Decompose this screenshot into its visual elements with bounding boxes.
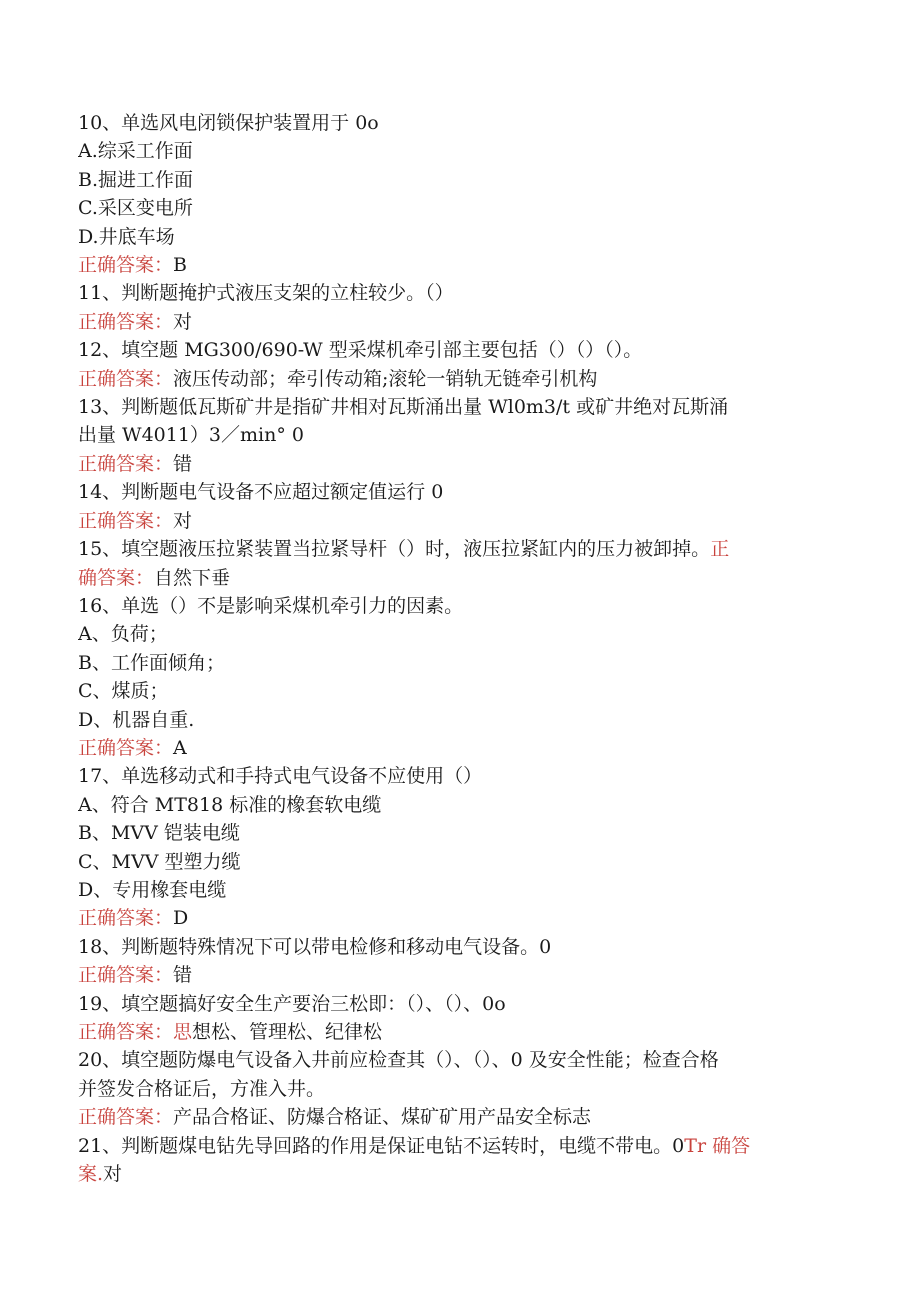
question-line: 13、判断题低瓦斯矿井是指矿井相对瓦斯涌出量 Wl0m3/t 或矿井绝对瓦斯涌 (78, 396, 729, 419)
answer-label: 正确答案： (78, 964, 174, 987)
answer-value: D (173, 907, 189, 930)
answer-label: 案. (78, 1163, 104, 1186)
question-line: A、负荷； (78, 623, 168, 646)
answer-value: 错 (173, 452, 193, 475)
question-line: 11、判断题掩护式液压支架的立柱较少。（） (78, 282, 454, 305)
answer-value: 自然下垂 (154, 566, 231, 589)
answer-label: 正确答案： (78, 1106, 174, 1129)
question-line (78, 1132, 834, 1160)
question-line: 14、判断题电气设备不应超过额定值运行 0 (78, 481, 444, 504)
question-text: 21、判断题煤电钻先导回路的作用是保证电钻不运转时，电缆不带电。0 (78, 1134, 685, 1157)
answer-label: 正确答案：思 (78, 1021, 193, 1043)
question-line: 18、判断题特殊情况下可以带电检修和移动电气设备。0 (78, 935, 552, 958)
answer-line (78, 1018, 834, 1046)
answer-value: 产品合格证、防爆合格证、煤矿矿用产品安全标志 (173, 1106, 592, 1129)
question-line: B、MVV 铠装电缆 (78, 822, 240, 845)
answer-value: B (173, 254, 187, 277)
question-line: B、工作面倾角； (78, 651, 225, 674)
answer-value: 对 (173, 310, 193, 333)
answer-label: 正确答案： (78, 367, 174, 390)
answer-line (78, 734, 834, 762)
question-line: A、符合 MT818 标准的橡套软电缆 (78, 793, 382, 816)
question-line (78, 535, 834, 563)
answer-line (78, 365, 834, 393)
answer-label-fragment: 正 (710, 538, 730, 561)
answer-value: 液压传动部；牵引传动箱;滚轮一销轨无链牵引机构 (173, 367, 598, 390)
answer-line (78, 308, 834, 336)
question-line: A.综采工作面 (78, 140, 193, 163)
answer-line (78, 564, 834, 592)
question-line: 并签发合格证后，方准入井。 (78, 1077, 326, 1100)
question-line: D.井底车场 (78, 225, 175, 248)
question-line: 17、单选移动式和手持式电气设备不应使用（） (78, 765, 483, 788)
answer-value: 对 (103, 1163, 123, 1186)
question-line: 20、填空题防爆电气设备入井前应检查其（）、（）、0 及安全性能；检查合格 (78, 1049, 719, 1072)
answer-line (78, 507, 834, 535)
answer-line (78, 1160, 834, 1188)
answer-line (78, 961, 834, 989)
question-line: D、专用橡套电缆 (78, 878, 227, 901)
question-line: D、机器自重. (78, 708, 195, 731)
question-line: 10、单选风电闭锁保护装置用于 0o (78, 112, 379, 134)
question-line: 16、单选（）不是影响采煤机牵引力的因素。 (78, 594, 464, 617)
question-line: C、MVV 型塑力缆 (78, 850, 241, 873)
answer-value: 对 (173, 509, 193, 532)
question-line: 出量 W4011）3／min° 0 (78, 424, 304, 447)
question-line: 12、填空题 MG300/690-W 型采煤机牵引部主要包括（）（）（）。 (78, 339, 643, 362)
answer-label: 正确答案： (78, 907, 174, 930)
answer-label: 正确答案： (78, 509, 174, 532)
answer-value: 错 (173, 964, 193, 987)
answer-label: 确答案： (78, 566, 155, 589)
question-text: 15、填空题液压拉紧装置当拉紧导杆（）时，液压拉紧缸内的压力被卸掉。 (78, 538, 711, 561)
answer-line (78, 251, 834, 279)
question-line: C.采区变电所 (78, 197, 193, 220)
question-line: C、煤质； (78, 680, 169, 703)
answer-label: 正确答案： (78, 310, 174, 333)
answer-line (78, 450, 834, 478)
answer-value: A (173, 736, 187, 759)
answer-line (78, 904, 834, 932)
answer-label: 正确答案： (78, 452, 174, 475)
answer-value: 想松、管理松、纪律松 (192, 1021, 383, 1043)
question-line: 19、填空题搞好安全生产要治三松即：（）、（）、0o (78, 992, 506, 1015)
answer-line (78, 1103, 834, 1131)
document-page (78, 109, 834, 1188)
answer-label: 正确答案： (78, 736, 174, 759)
question-line: B.掘进工作面 (78, 168, 194, 191)
answer-label: 正确答案： (78, 254, 174, 277)
answer-label-fragment: Tr 确答 (684, 1134, 751, 1157)
